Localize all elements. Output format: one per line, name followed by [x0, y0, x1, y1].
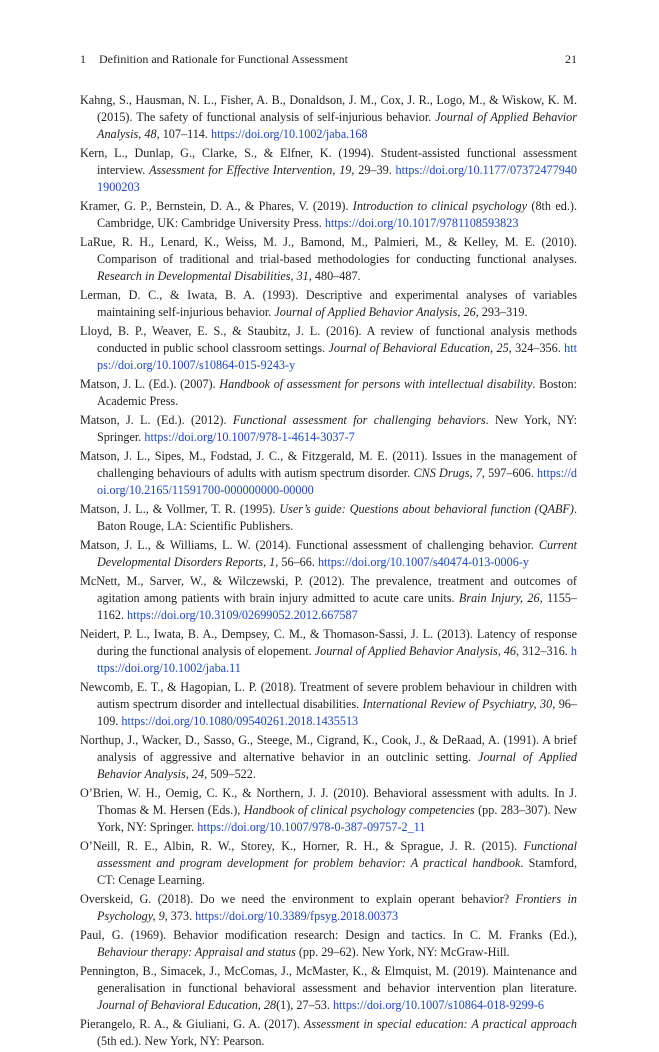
reference-entry [80, 501, 577, 535]
reference-entry [80, 573, 577, 624]
reference-source: Journal of Applied Behavior Analysis, 26 [274, 305, 476, 319]
reference-doi-link[interactable]: https://doi.org/10.1002/jaba.11 [97, 644, 577, 675]
reference-details: (pp. 283–307). New York, NY: Springer. [97, 803, 577, 834]
reference-source: Frontiers in Psychology, 9 [97, 892, 577, 923]
reference-source: Handbook of assessment for persons with intellectual disability [219, 377, 533, 391]
reference-details: , 293–319. [475, 305, 528, 319]
reference-details: , 56–66. [275, 555, 318, 569]
reference-details: . Baton Rouge, LA: Scientific Publishers. [97, 502, 577, 533]
reference-text: Neidert, P. L., Iwata, B. A., Dempsey, C. M., & Thomason-Sassi, J. L. (2013). Latency of response during the functional analysis of elopement. [80, 627, 577, 658]
reference-details: . Stamford, CT: Cenage Learning. [97, 856, 578, 887]
reference-doi-link[interactable]: https://doi.org/10.1177/073724779401900203 [97, 163, 578, 194]
reference-details: (1), 27–53. [276, 998, 333, 1012]
reference-details: , 597–606. [481, 466, 538, 480]
reference-entry [80, 785, 577, 836]
reference-source: CNS Drugs, 7 [413, 466, 482, 480]
reference-doi-link[interactable]: https://doi.org/10.1007/s10864-018-9299-6 [332, 998, 544, 1012]
reference-text: Pierangelo, R. A., & Giuliani, G. A. (2017). [80, 1017, 304, 1031]
reference-doi-link[interactable]: https://doi.org/10.1007/s10864-015-9243-y [97, 341, 577, 372]
reference-entry [80, 234, 577, 285]
reference-entry [80, 927, 577, 961]
reference-source: Functional assessment for challenging behaviors [232, 413, 486, 427]
reference-entry [80, 323, 577, 374]
reference-source: Brain Injury, 26 [458, 591, 540, 605]
reference-source: Journal of Behavioral Education, 25 [328, 341, 509, 355]
reference-entry [80, 679, 577, 730]
chapter-heading [80, 50, 348, 68]
reference-source: Current Developmental Disorders Reports, 1 [97, 538, 577, 569]
reference-text: Matson, J. L. (Ed.). (2007). [80, 377, 220, 391]
reference-source: Assessment in special education: A practical approach [303, 1017, 577, 1031]
reference-source: Journal of Applied Behavior Analysis, 24 [97, 750, 577, 781]
reference-source: Introduction to clinical psychology [352, 199, 528, 213]
reference-details: , 29–39. [351, 163, 396, 177]
reference-text: Newcomb, E. T., & Hagopian, L. P. (2018). Treatment of severe problem behaviour in children with autism spectrum disorder and intellectual disabilities. [80, 680, 577, 711]
reference-source: International Review of Psychiatry, 30 [362, 697, 553, 711]
reference-entry [80, 287, 577, 321]
reference-doi-link[interactable]: https://doi.org/10.1002/jaba.168 [211, 127, 368, 141]
reference-text: O’Brien, W. H., Oemig, C. K., & Northern, J. J. (2010). Behavioral assessment with adults. In J. Thomas & M. Hersen (Eds.), [80, 786, 577, 817]
reference-details: (pp. 29–62). New York, NY: McGraw-Hill. [295, 945, 510, 959]
reference-details: , 480–487. [308, 269, 361, 283]
reference-details: (8th ed.). Cambridge, UK: Cambridge University Press. [97, 199, 577, 230]
reference-entry [80, 963, 577, 1014]
reference-source: User’s guide: Questions about behavioral function (QABF) [279, 502, 574, 516]
reference-text: Kahng, S., Hausman, N. L., Fisher, A. B., Donaldson, J. M., Cox, J. R., Logo, M., & Wiskow, K. M. (2015). The safety of functional analysis of self-injurious behavior. [80, 93, 577, 124]
reference-source: Behaviour therapy: Appraisal and status [97, 945, 296, 959]
reference-details: , 312–316. [516, 644, 571, 658]
reference-doi-link[interactable]: https://doi.org/10.1007/s40474-013-0006-y [317, 555, 529, 569]
reference-doi-link[interactable]: https://doi.org/10.1007/978-0-387-09757-2_11 [197, 820, 426, 834]
reference-doi-link[interactable]: https://doi.org/10.3389/fpsyg.2018.00373 [195, 909, 399, 923]
reference-details: (5th ed.). New York, NY: Pearson. [97, 1034, 265, 1048]
reference-entry [80, 626, 577, 677]
reference-entry [80, 412, 577, 446]
reference-source: Journal of Applied Behavior Analysis, 46 [314, 644, 517, 658]
reference-text: Lerman, D. C., & Iwata, B. A. (1993). Descriptive and experimental analyses of variables maintaining self-injurious behavior. [80, 288, 577, 319]
reference-text: Matson, J. L., Sipes, M., Fodstad, J. C., & Fitzgerald, M. E. (2011). Issues in the management of challenging behaviours of adults with autism spectrum disorder. [80, 449, 577, 480]
reference-text: McNett, M., Sarver, W., & Wilczewski, P. (2012). The prevalence, treatment and outcomes of agitation among patients with brain injury admitted to acute care units. [80, 574, 577, 605]
reference-source: Handbook of clinical psychology competencies [243, 803, 475, 817]
reference-text: LaRue, R. H., Lenard, K., Weiss, M. J., Bamond, M., Palmieri, M., & Kelley, M. E. (2010). Comparison of traditional and trial-based methodologies for conducting functional analyses. [80, 235, 577, 266]
reference-text: Overskeid, G. (2018). Do we need the environment to explain operant behavior? [80, 892, 516, 906]
reference-source: Journal of Behavioral Education, 28 [97, 998, 277, 1012]
reference-source: Journal of Applied Behavior Analysis, 48 [97, 110, 577, 141]
reference-text: Pennington, B., Simacek, J., McComas, J., McMaster, K., & Elmquist, M. (2019). Maintenance and generalisation in functional behavioral assessment and behavior intervention plan literature. [80, 964, 577, 995]
reference-text: Northup, J., Wacker, D., Sasso, G., Steege, M., Cigrand, K., Cook, J., & DeRaad, A. (1991). A brief analysis of aggressive and alternative behavior in an outclinic setting. [80, 733, 577, 764]
reference-text: Lloyd, B. P., Weaver, E. S., & Staubitz, J. L. (2016). A review of functional analysis methods conducted in public school classroom settings. [80, 324, 577, 355]
reference-text: Matson, J. L., & Vollmer, T. R. (1995). [80, 502, 280, 516]
reference-entry [80, 1016, 577, 1050]
reference-source: Functional assessment and program development for problem behavior: A practical handbook [97, 839, 577, 870]
running-header [80, 50, 577, 68]
reference-doi-link[interactable]: https://doi.org/10.2165/11591700-000000000-00000 [97, 466, 578, 497]
reference-list [80, 92, 577, 1052]
reference-entry [80, 376, 577, 410]
reference-doi-link[interactable]: https://doi.org/10.1007/978-1-4614-3037-7 [144, 430, 355, 444]
reference-details: , 1155–1162. [97, 591, 577, 622]
reference-text: Kramer, G. P., Bernstein, D. A., & Phares, V. (2019). [80, 199, 353, 213]
reference-details: , 324–356. [508, 341, 565, 355]
reference-text: Matson, J. L., & Williams, L. W. (2014). Functional assessment of challenging behavior. [80, 538, 539, 552]
reference-entry [80, 838, 577, 889]
reference-entry [80, 448, 577, 499]
reference-entry [80, 145, 577, 196]
reference-entry [80, 198, 577, 232]
reference-entry [80, 732, 577, 783]
page-number: 21 [565, 52, 577, 66]
chapter-number: 1 [80, 52, 86, 66]
reference-details: , 96–109. [97, 697, 577, 728]
reference-text: Kern, L., Dunlap, G., Clarke, S., & Elfner, K. (1994). Student-assisted functional assessment interview. [80, 146, 577, 177]
reference-source: Research in Developmental Disabilities, 31 [97, 269, 309, 283]
reference-details: , 107–114. [156, 127, 211, 141]
reference-doi-link[interactable]: https://doi.org/10.3109/02699052.2012.667587 [127, 608, 358, 622]
reference-text: Paul, G. (1969). Behavior modification research: Design and tactics. In C. M. Franks (Ed.), [80, 928, 577, 942]
reference-source: Assessment for Effective Intervention, 19 [149, 163, 352, 177]
reference-entry [80, 891, 577, 925]
reference-details: , 509–522. [204, 767, 256, 781]
reference-doi-link[interactable]: https://doi.org/10.1080/09540261.2018.1435513 [121, 714, 359, 728]
reference-doi-link[interactable]: https://doi.org/10.1017/9781108593823 [324, 216, 519, 230]
reference-details: . Boston: Academic Press. [97, 377, 577, 408]
chapter-title: Definition and Rationale for Functional Assessment [99, 52, 348, 66]
reference-details: , 373. [164, 909, 196, 923]
reference-entry [80, 537, 577, 571]
reference-text: Matson, J. L. (Ed.). (2012). [80, 413, 233, 427]
reference-entry [80, 92, 577, 143]
reference-details: . New York, NY: Springer. [97, 413, 577, 444]
reference-text: O’Neill, R. E., Albin, R. W., Storey, K., Horner, R. H., & Sprague, J. R. (2015). [80, 839, 524, 853]
